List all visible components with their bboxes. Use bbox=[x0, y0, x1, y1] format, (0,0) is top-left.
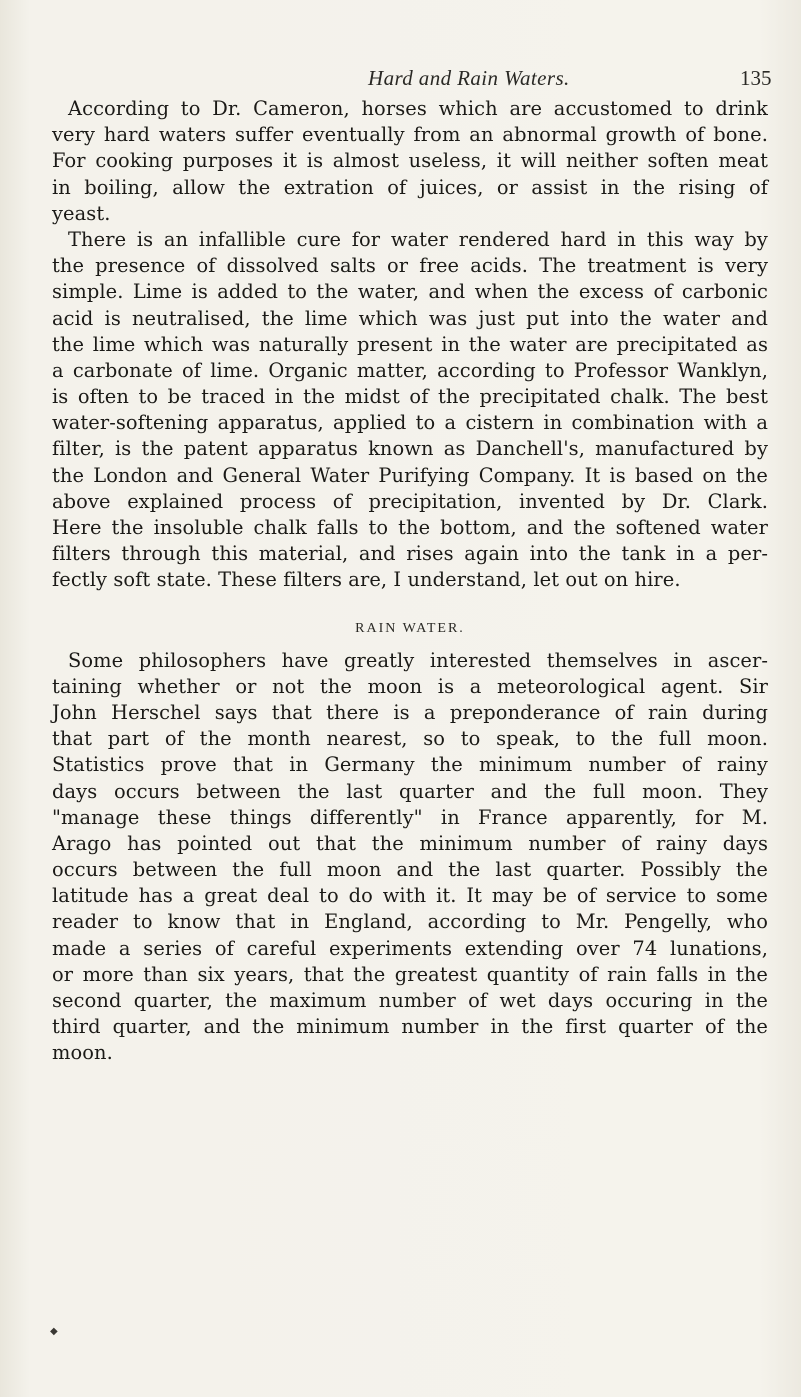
running-head bbox=[0, 66, 801, 96]
text-line: the presence of dissolved salts or free acids. The treatment is very bbox=[52, 254, 768, 278]
text-line: water-softening apparatus, applied to a cistern in combination with a bbox=[52, 411, 768, 435]
text-line: moon. bbox=[52, 1041, 113, 1065]
text-line: made a series of careful experiments extending over 74 lunations, bbox=[52, 936, 768, 960]
text-line: acid is neutralised, the lime which was just put into the water and bbox=[52, 306, 768, 330]
running-title: Hard and Rain Waters. bbox=[368, 66, 570, 90]
text-line: There is an infallible cure for water rendered hard in this way by bbox=[68, 227, 768, 251]
paragraph-cooking bbox=[52, 96, 768, 227]
text-line: filters through this material, and rises again into the tank in a per- bbox=[52, 542, 768, 566]
text-line: or more than six years, that the greatest quantity of rain falls in the bbox=[52, 962, 768, 986]
text-line: For cooking purposes it is almost useless, it will neither soften meat bbox=[52, 149, 768, 173]
text-line: According to Dr. Cameron, horses which are accustomed to drink bbox=[68, 97, 768, 120]
ink-speck-icon: ◆ bbox=[50, 1326, 58, 1337]
text-line: taining whether or not the moon is a meteorological agent. Sir bbox=[52, 674, 768, 698]
text-line: a carbonate of lime. Organic matter, according to Professor Wanklyn, bbox=[52, 358, 768, 382]
text-line: in boiling, allow the extration of juices, or assist in the rising of bbox=[52, 175, 768, 199]
text-line: Some philosophers have greatly interested themselves in ascer- bbox=[68, 648, 768, 672]
paragraph-softening bbox=[52, 227, 768, 594]
text-line: Arago has pointed out that the minimum number of rainy days bbox=[52, 831, 768, 855]
text-line: third quarter, and the minimum number in the first quarter of the bbox=[52, 1015, 768, 1039]
body-text bbox=[52, 96, 768, 1067]
text-line: above explained process of precipitation, invented by Dr. Clark. bbox=[52, 489, 768, 513]
section-heading: RAIN WATER. bbox=[355, 620, 465, 636]
text-line: Statistics prove that in Germany the minimum number of rainy bbox=[52, 753, 768, 777]
text-line: fectly soft state. These filters are, I understand, let out on hire. bbox=[52, 568, 681, 592]
text-line: "manage these things differently" in France apparently, for M. bbox=[52, 805, 768, 829]
text-line: simple. Lime is added to the water, and when the excess of carbonic bbox=[52, 280, 768, 304]
text-line: John Herschel says that there is a preponderance of rain during bbox=[52, 700, 768, 724]
text-line: very hard waters suffer eventually from an abnormal growth of bone. bbox=[52, 123, 768, 147]
text-line: that part of the month nearest, so to speak, to the full moon. bbox=[52, 727, 768, 751]
text-line: latitude has a great deal to do with it. It may be of service to some bbox=[52, 884, 768, 908]
paragraph-rain-water bbox=[52, 648, 768, 1067]
text-line: yeast. bbox=[52, 201, 111, 225]
text-line: reader to know that in England, according to Mr. Pengelly, who bbox=[52, 910, 768, 934]
text-line: the London and General Water Purifying Company. It is based on the bbox=[52, 463, 768, 487]
text-line: Here the insoluble chalk falls to the bottom, and the softened water bbox=[52, 516, 768, 539]
text-line: is often to be traced in the midst of the precipitated chalk. The best bbox=[52, 385, 768, 409]
text-line: occurs between the full moon and the last quarter. Possibly the bbox=[52, 858, 768, 882]
text-line: the lime which was naturally present in the water are precipitated as bbox=[52, 332, 768, 356]
text-line: filter, is the patent apparatus known as Danchell's, manufactured by bbox=[52, 437, 768, 461]
page-number: 135 bbox=[740, 66, 772, 90]
text-line: days occurs between the last quarter and the full moon. They bbox=[52, 779, 768, 803]
text-line: second quarter, the maximum number of wet days occuring in the bbox=[52, 989, 768, 1012]
